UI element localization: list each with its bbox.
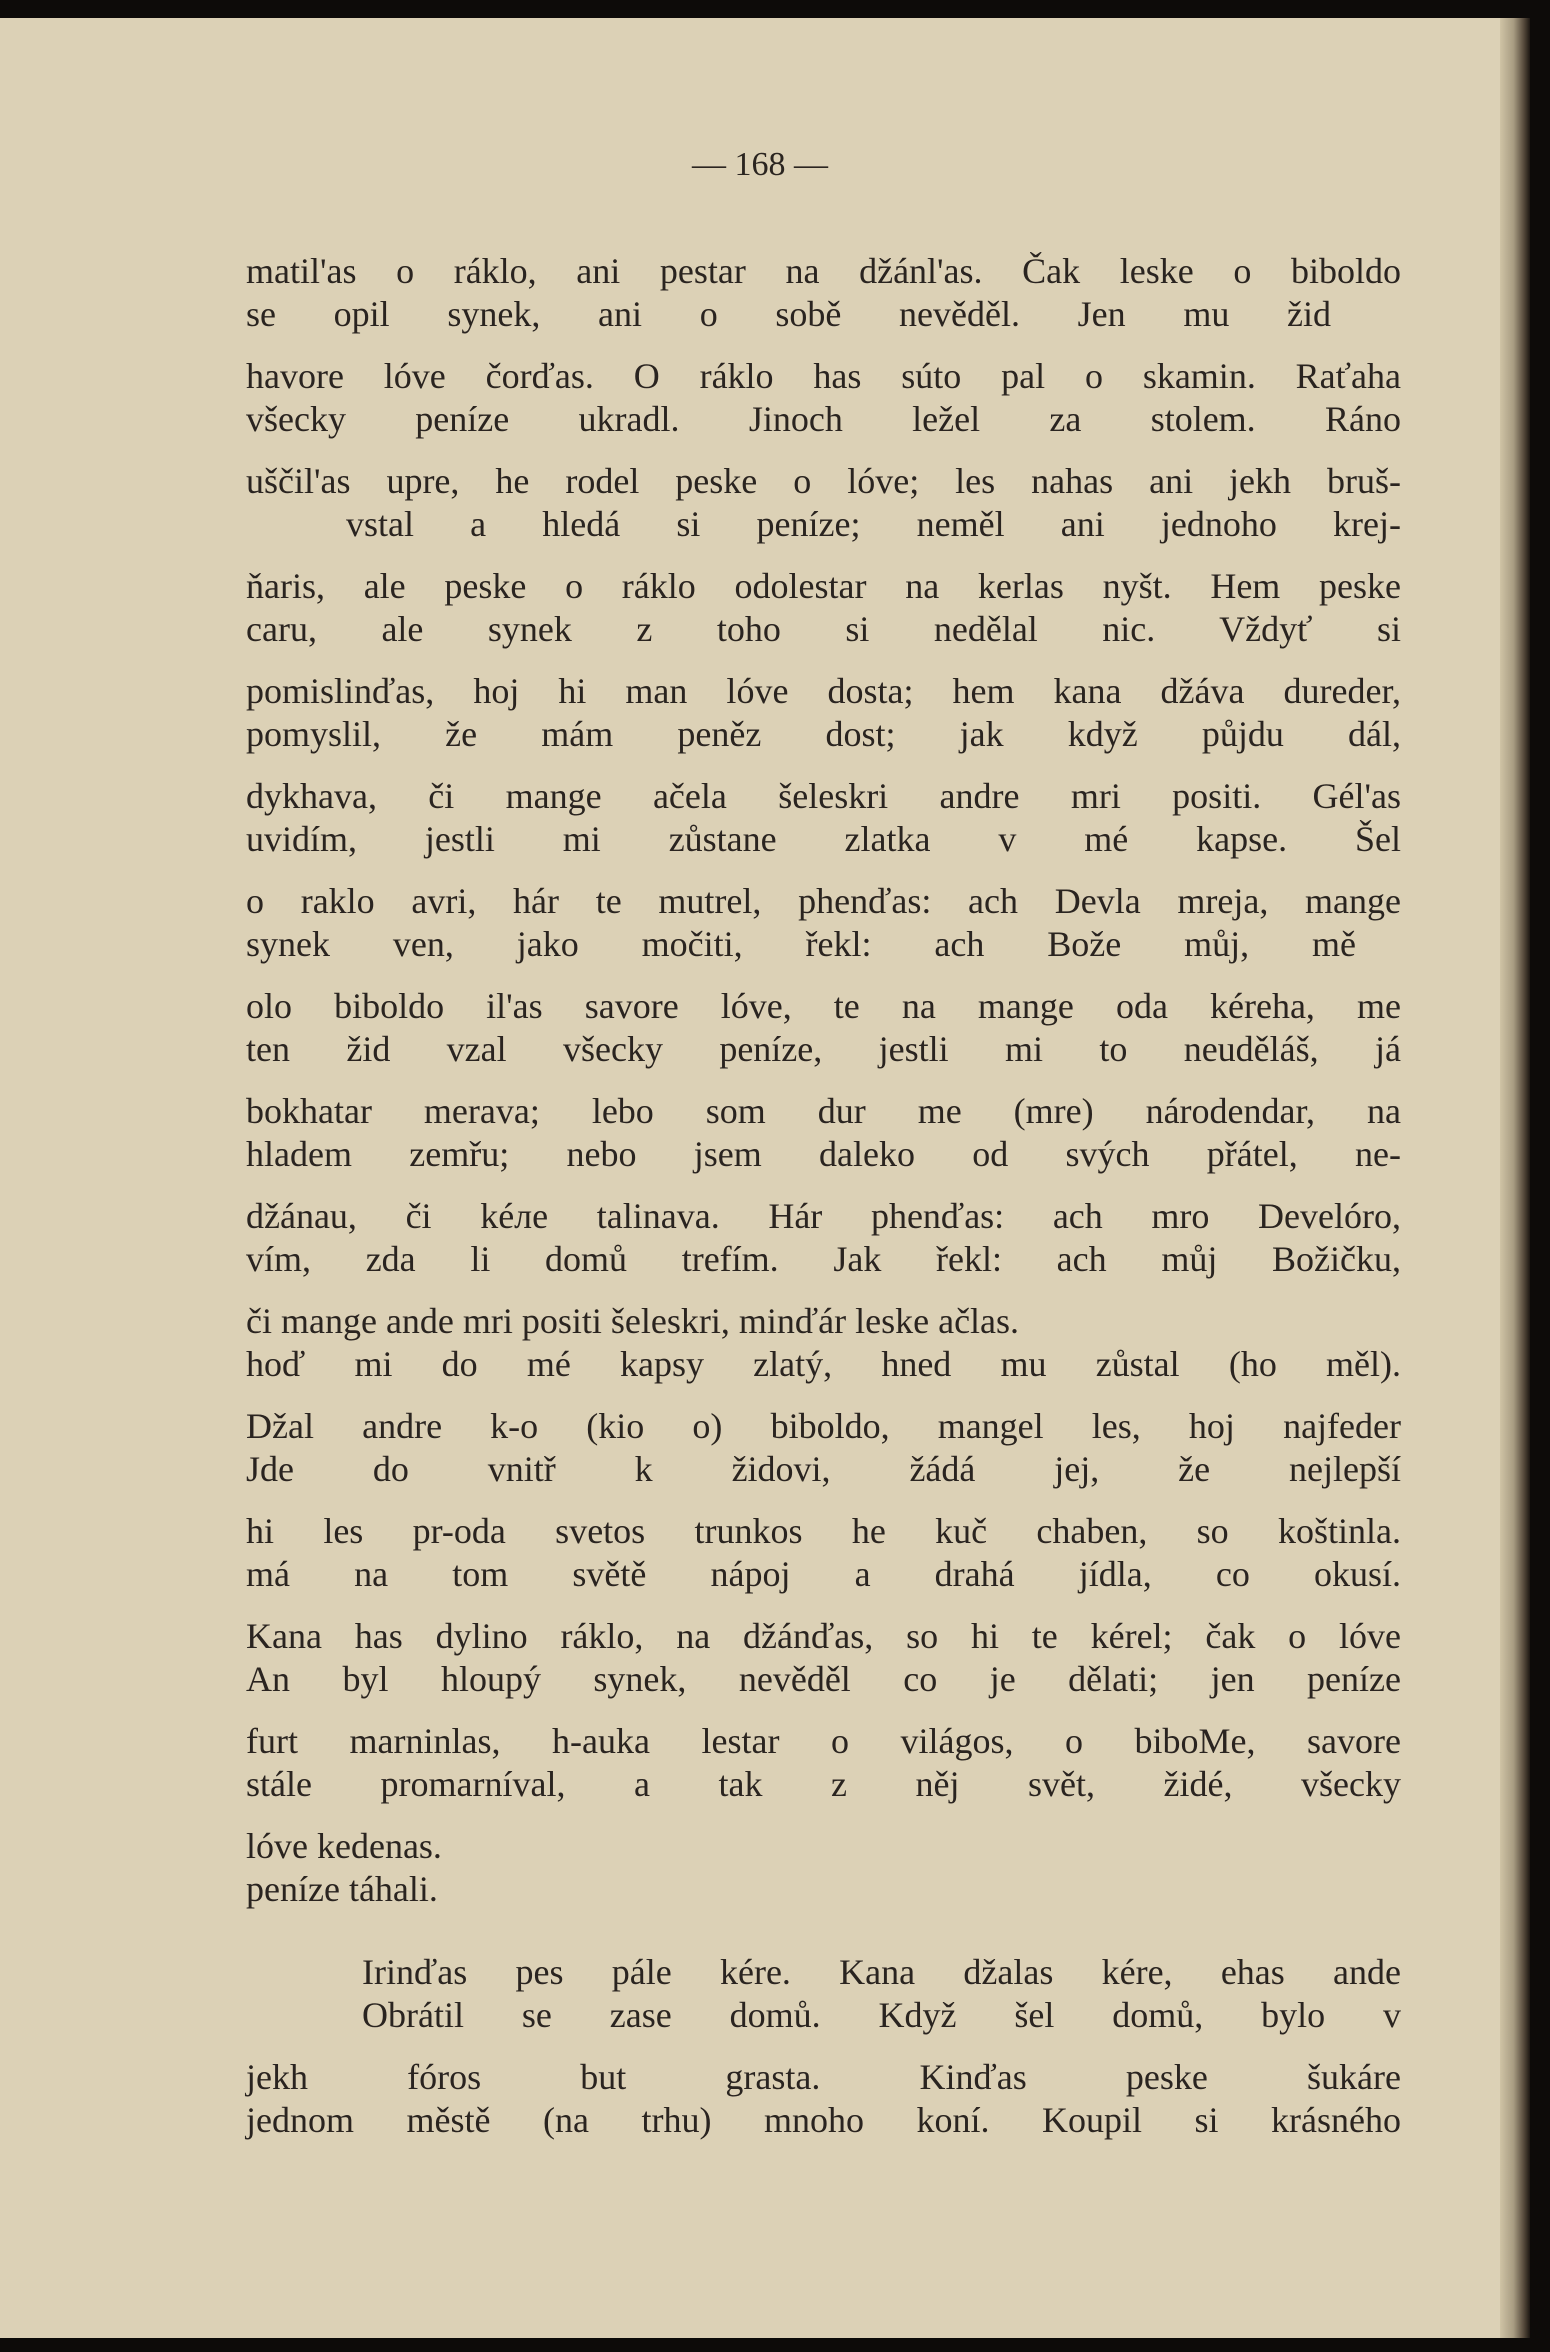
line-pair	[246, 1300, 1401, 1386]
line-pair	[246, 1090, 1401, 1176]
czech-line: pomyslil, že mám peněz dost; jak když půjdu dál,	[246, 714, 1401, 754]
line-pair	[246, 1951, 1401, 2037]
czech-line: se opil synek, ani o sobě nevěděl. Jen mu žid	[246, 294, 1331, 334]
page-edge	[1500, 18, 1530, 2338]
romani-line: uščil'as upre, he rodel peske o lóve; les nahas ani jekh bruš-	[246, 461, 1401, 501]
romani-line: havore lóve čorďas. O ráklo has súto pal o skamin. Raťaha	[246, 356, 1401, 396]
line-pair	[246, 250, 1401, 336]
line-pair	[246, 1195, 1401, 1281]
romani-line: Irinďas pes pále kére. Kana džalas kére, ehas ande	[362, 1952, 1401, 1992]
romani-line: džánau, či kéле talinava. Hár phenďas: ach mro Develóro,	[246, 1196, 1401, 1236]
romani-line: bokhatar merava; lebo som dur me (mre) národendar, na	[246, 1091, 1401, 1131]
czech-line: vstal a hledá si peníze; neměl ani jednoho krej-	[346, 504, 1401, 544]
romani-line: furt marninlas, h-auka lestar o világos, o biboMe, savore	[246, 1721, 1401, 1761]
romani-line: či mange ande mri positi šeleskri, minďár leske ačlas.	[246, 1301, 1020, 1341]
line-pair	[246, 1825, 1401, 1911]
romani-line: olo biboldo il'as savore lóve, te na mange oda kéreha, me	[246, 986, 1401, 1026]
line-pair	[246, 1615, 1401, 1701]
romani-line: Džal andre k-o (kio o) biboldo, mangel les, hoj najfeder	[246, 1406, 1401, 1446]
czech-line: Obrátil se zase domů. Když šel domů, bylo v	[362, 1995, 1401, 2035]
czech-line: má na tom světě nápoj a drahá jídla, co okusí.	[246, 1554, 1401, 1594]
line-pair	[246, 1720, 1401, 1806]
romani-line: o raklo avri, hár te mutrel, phenďas: ach Devla mreja, mange	[246, 881, 1401, 921]
czech-line: jednom městě (na trhu) mnoho koní. Koupil si krásného	[246, 2100, 1401, 2140]
line-pair	[246, 880, 1401, 966]
line-pair	[246, 1510, 1401, 1596]
page-number: — 168 —	[692, 146, 828, 183]
czech-line: caru, ale synek z toho si nedělal nic. Vždyť si	[246, 609, 1401, 649]
line-pair	[246, 1405, 1401, 1491]
czech-line: An byl hloupý synek, nevěděl co je dělati; jen peníze	[246, 1659, 1401, 1699]
line-pair	[246, 775, 1401, 861]
romani-line: Kana has dylino ráklo, na džánďas, so hi te kérel; čak o lóve	[246, 1616, 1401, 1656]
romani-line: pomislinďas, hoj hi man lóve dosta; hem kana džáva dureder,	[246, 671, 1401, 711]
czech-line: uvidím, jestli mi zůstane zlatka v mé kapse. Šel	[246, 819, 1401, 859]
book-page	[0, 18, 1520, 2338]
czech-line: Jde do vnitř k židovi, žádá jej, že nejlepší	[246, 1449, 1401, 1489]
line-pair	[246, 985, 1401, 1071]
czech-line: synek ven, jako močiti, řekl: ach Bože můj, mě	[246, 924, 1356, 964]
czech-line: hladem zemřu; nebo jsem daleko od svých přátel, ne-	[246, 1134, 1401, 1174]
line-pair	[246, 670, 1401, 756]
romani-line: matil'as o ráklo, ani pestar na džánl'as. Čak leske o biboldo	[246, 251, 1401, 291]
bilingual-text	[246, 250, 1401, 2161]
czech-line: všecky peníze ukradl. Jinoch ležel za stolem. Ráno	[246, 399, 1401, 439]
romani-line: ňaris, ale peske o ráklo odolestar na kerlas nyšt. Hem peske	[246, 566, 1401, 606]
czech-line: stále promarníval, a tak z něj svět, židé, všecky	[246, 1764, 1401, 1804]
line-pair	[246, 460, 1401, 546]
line-pair	[246, 565, 1401, 651]
romani-line: hi les pr-oda svetos trunkos he kuč chaben, so koštinla.	[246, 1511, 1401, 1551]
line-pair	[246, 2056, 1401, 2142]
romani-line: jekh fóros but grasta. Kinďas peske šukáre	[246, 2057, 1401, 2097]
czech-line: peníze táhali.	[246, 1869, 438, 1909]
romani-line: dykhava, či mange ačela šeleskri andre mri positi. Gél'as	[246, 776, 1401, 816]
czech-line: ten žid vzal všecky peníze, jestli mi to neuděláš, já	[246, 1029, 1401, 1069]
czech-line: hoď mi do mé kapsy zlatý, hned mu zůstal (ho měl).	[246, 1344, 1401, 1384]
line-pair	[246, 355, 1401, 441]
czech-line: vím, zda li domů trefím. Jak řekl: ach můj Božičku,	[246, 1239, 1401, 1279]
romani-line: lóve kedenas.	[246, 1826, 442, 1866]
